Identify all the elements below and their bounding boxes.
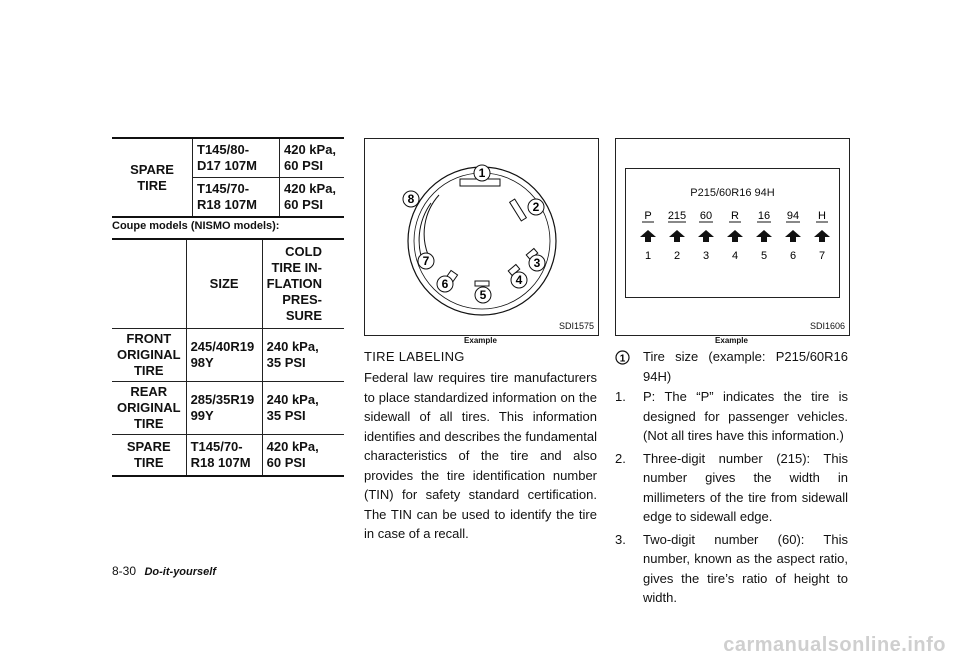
tire-labeling-paragraph: Federal law requires tire manufacturers to place standardized information on the sidewall of all tires. This information identifies and describes the fundamental characteristics of the tire and also provides the tire identification number (TIN) for safety standard certification. The TIN can be used to identify the tire in case of a recall. <box>364 370 597 541</box>
figure-caption: Example <box>464 336 497 345</box>
part-16: 16 <box>757 210 771 222</box>
callout-number: 1 <box>619 353 626 365</box>
part-number-7: 7 <box>818 250 826 262</box>
coupe-tire-table <box>112 238 344 477</box>
row-label: REAR ORIGINAL TIRE <box>117 384 181 431</box>
callout-1-icon <box>615 350 630 365</box>
tire-sidewall-figure <box>364 138 599 336</box>
part-number-5: 5 <box>760 250 768 262</box>
list-item-text: Two-digit number (60): This number, known as the aspect ratio, gives the tire’s ratio of height to width. <box>643 531 848 605</box>
list-item-number: 1. <box>615 389 626 404</box>
part-h: H <box>818 210 826 222</box>
tire-size-list <box>615 387 848 608</box>
callout-title: Tire size (example: P215/60R16 94H) <box>643 349 848 384</box>
figure-caption: Example <box>715 336 748 345</box>
pressure-cell: 420 kPa, 60 PSI <box>262 435 344 477</box>
tire-size-cell: T145/80- D17 107M <box>193 138 280 178</box>
part-p: P <box>644 210 652 222</box>
list-item <box>615 387 848 446</box>
row-label: FRONT ORIGINAL TIRE <box>117 331 181 378</box>
pressure-cell: 240 kPa, 35 PSI <box>262 382 344 435</box>
pressure-cell: 420 kPa, 60 PSI <box>280 138 345 178</box>
part-number-2: 2 <box>673 250 681 262</box>
list-item-number: 3. <box>615 531 626 547</box>
sidewall-arc-label-inner <box>424 195 439 257</box>
section-name: Do-it-yourself <box>144 566 216 578</box>
callout-label-4: 4 <box>515 273 523 287</box>
list-item <box>615 449 848 527</box>
pressure-header: COLD TIRE IN- FLATION PRES- SURE <box>262 239 344 329</box>
label-block-2 <box>510 199 527 221</box>
coupe-models-heading: Coupe models (NISMO models): <box>112 220 280 232</box>
part-number-4: 4 <box>731 250 739 262</box>
arrow-up-icon <box>727 230 743 242</box>
watermark: carmanualsonline.info <box>723 634 946 656</box>
part-215: 215 <box>667 210 687 222</box>
arrow-up-icon <box>669 230 685 242</box>
tire-size-panel <box>625 168 840 298</box>
arrow-up-icon <box>814 230 830 242</box>
callout-label-1: 1 <box>478 166 486 180</box>
page-footer <box>112 562 216 580</box>
part-60: 60 <box>699 210 713 222</box>
tire-size-cell: 285/35R19 99Y <box>186 382 262 435</box>
list-item-text: Three-digit number (215): This number gives the width in millimeters of the tire from sidewall edge to sidewall edge. <box>643 450 848 524</box>
callout-label-3: 3 <box>533 256 541 270</box>
label-block-5 <box>475 281 489 286</box>
callout-label-6: 6 <box>441 277 449 291</box>
figure-code: SDI1606 <box>809 321 845 331</box>
part-number-1: 1 <box>644 250 652 262</box>
callout-label-5: 5 <box>479 288 487 302</box>
size-header: SIZE <box>186 239 262 329</box>
part-94: 94 <box>786 210 800 222</box>
callout-label-2: 2 <box>532 200 540 214</box>
tire-size-cell: T145/70- R18 107M <box>186 435 262 477</box>
tire-size-cell: 245/40R19 98Y <box>186 329 262 382</box>
table-row <box>112 382 344 435</box>
tire-size-example: P215/60R16 94H <box>690 187 775 199</box>
arrow-up-icon <box>785 230 801 242</box>
list-item <box>615 530 848 608</box>
pressure-cell: 420 kPa, 60 PSI <box>280 178 345 218</box>
table-row <box>112 329 344 382</box>
row-label: SPARE TIRE <box>130 161 174 193</box>
part-r: R <box>731 210 739 222</box>
tire-size-callout <box>615 347 848 386</box>
table-row <box>112 435 344 477</box>
pressure-cell: 240 kPa, 35 PSI <box>262 329 344 382</box>
table-row <box>112 138 344 178</box>
callout-label-7: 7 <box>422 254 430 268</box>
tire-labeling-heading: TIRE LABELING <box>364 349 465 364</box>
arrow-up-icon <box>698 230 714 242</box>
part-number-6: 6 <box>789 250 797 262</box>
arrow-up-icon <box>640 230 656 242</box>
page-number: 8-30 <box>112 564 137 578</box>
list-item-number: 2. <box>615 450 626 466</box>
row-label: SPARE TIRE <box>126 439 171 470</box>
tire-sidewall-diagram <box>365 139 598 335</box>
tire-size-breakdown <box>626 207 839 277</box>
spare-tire-table <box>112 137 344 218</box>
tire-size-cell: T145/70- R18 107M <box>193 178 280 218</box>
empty-header-cell <box>112 239 186 329</box>
tire-size-figure <box>615 138 850 336</box>
callout-label-8: 8 <box>407 192 415 206</box>
arrow-up-icon <box>756 230 772 242</box>
list-item-text: P: The “P” indicates the tire is designed for passenger vehicles. (Not all tires have this information.) <box>643 389 848 443</box>
figure-code: SDI1575 <box>558 321 594 331</box>
part-number-3: 3 <box>702 250 710 262</box>
table-header-row <box>112 239 344 329</box>
